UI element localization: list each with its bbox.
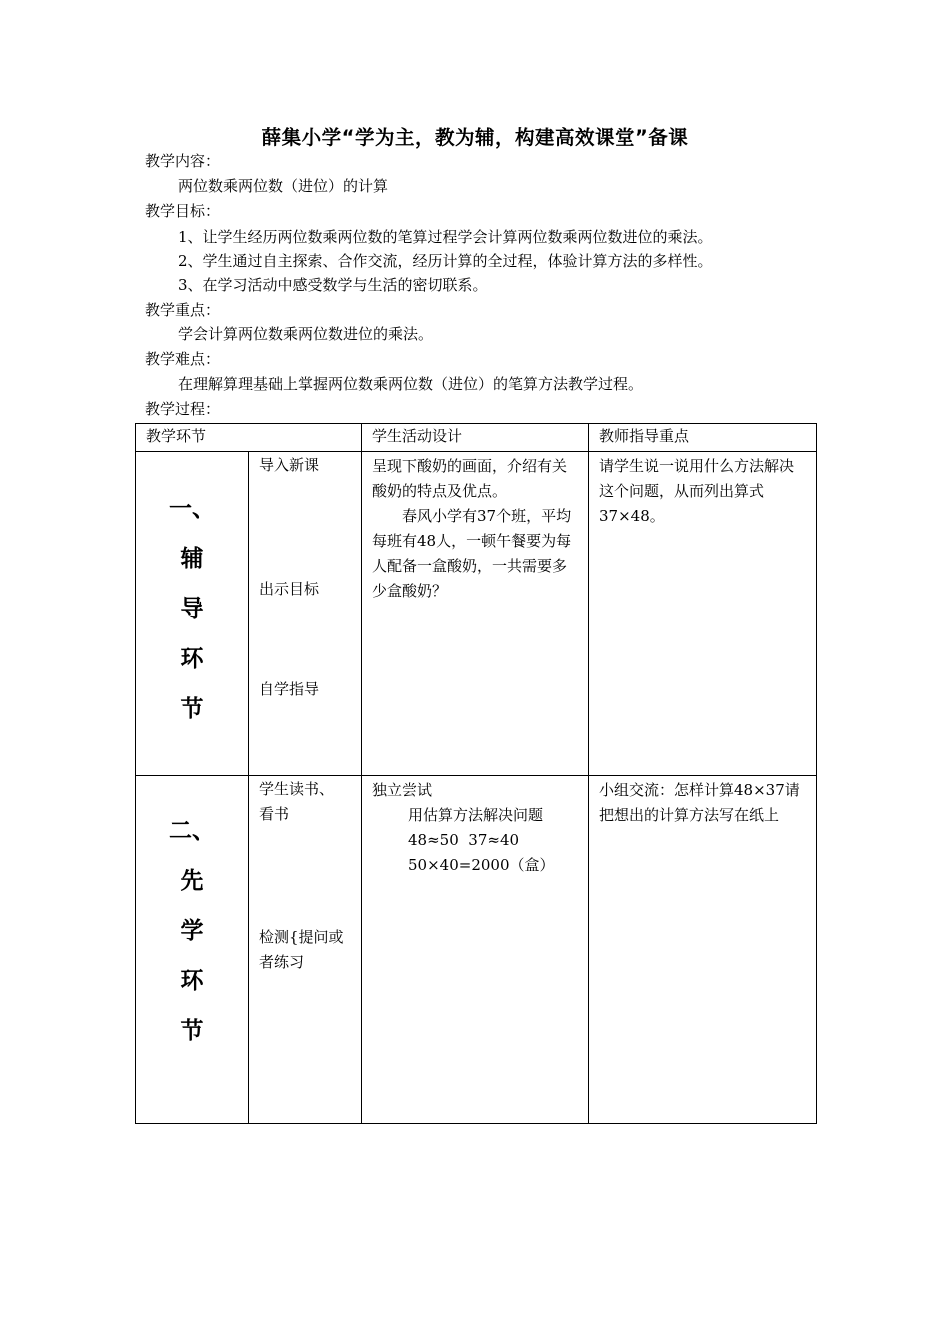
stage-char: 环	[180, 968, 204, 994]
header-teacher-focus: 教师指导重点	[589, 424, 817, 452]
stage-char: 环	[180, 646, 204, 672]
substage-label: 检测{提问或者练习	[259, 928, 344, 971]
header-student-activity: 学生活动设计	[362, 424, 589, 452]
key-label: 教学重点：	[145, 301, 221, 319]
stage-char: 一、	[169, 496, 215, 522]
goals-label: 教学目标：	[145, 202, 221, 220]
document-title: 薛集小学“学为主，教为辅，构建高效课堂”备课	[261, 126, 689, 149]
student-activity-cell	[362, 776, 589, 1124]
goal-item: 2、学生通过自主探索、合作交流，经历计算的全过程，体验计算方法的多样性。	[178, 252, 713, 270]
stage-char: 节	[180, 1018, 204, 1044]
content-text: 两位数乘两位数（进位）的计算	[178, 177, 389, 195]
table-row	[136, 776, 817, 1124]
teacher-focus-cell: 小组交流：怎样计算48×37请把想出的计算方法写在纸上	[589, 776, 817, 1124]
student-activity-text: 50×40=2000（盒）	[408, 856, 555, 874]
difficulty-text: 在理解算理基础上掌握两位数乘两位数（进位）的笔算方法教学过程。	[178, 375, 644, 393]
stage-char: 先	[180, 868, 204, 894]
difficulty-label: 教学难点：	[145, 350, 221, 368]
goal-item: 1、让学生经历两位数乘两位数的笔算过程学会计算两位数乘两位数进位的乘法。	[178, 228, 713, 246]
process-label: 教学过程：	[145, 400, 221, 418]
stage-cell	[136, 776, 249, 1124]
stage-char: 学	[180, 918, 204, 944]
student-activity-text: 春风小学有37个班，平均每班有48人，一顿午餐要为每人配备一盒酸奶，一共需要多少盒酸奶？	[372, 507, 572, 600]
student-activity-text: 48≈50 37≈40	[408, 831, 520, 849]
substage-label: 自学指导	[259, 680, 320, 698]
student-activity-text: 独立尝试	[372, 781, 433, 799]
substage-cell	[249, 776, 362, 1124]
header-stage: 教学环节	[136, 424, 362, 452]
stage-char: 二、	[169, 818, 215, 844]
lesson-plan-table	[135, 423, 817, 1124]
substage-label: 出示目标	[259, 580, 320, 598]
goal-item: 3、在学习活动中感受数学与生活的密切联系。	[178, 276, 488, 294]
student-activity-text: 用估算方法解决问题	[408, 806, 544, 824]
student-activity-cell	[362, 452, 589, 776]
table-header-row	[136, 424, 817, 452]
substage-label: 导入新课	[259, 456, 320, 474]
content-label: 教学内容：	[145, 152, 221, 170]
student-activity-text: 呈现下酸奶的画面，介绍有关酸奶的特点及优点。	[372, 457, 568, 500]
stage-char: 导	[180, 596, 204, 622]
stage-char: 辅	[180, 546, 204, 572]
stage-char: 节	[180, 696, 204, 722]
table-row	[136, 452, 817, 776]
substage-label: 学生读书、看书	[259, 780, 335, 823]
key-text: 学会计算两位数乘两位数进位的乘法。	[178, 325, 434, 343]
substage-cell	[249, 452, 362, 776]
stage-cell	[136, 452, 249, 776]
teacher-focus-cell: 请学生说一说用什么方法解决这个问题，从而列出算式37×48。	[589, 452, 817, 776]
